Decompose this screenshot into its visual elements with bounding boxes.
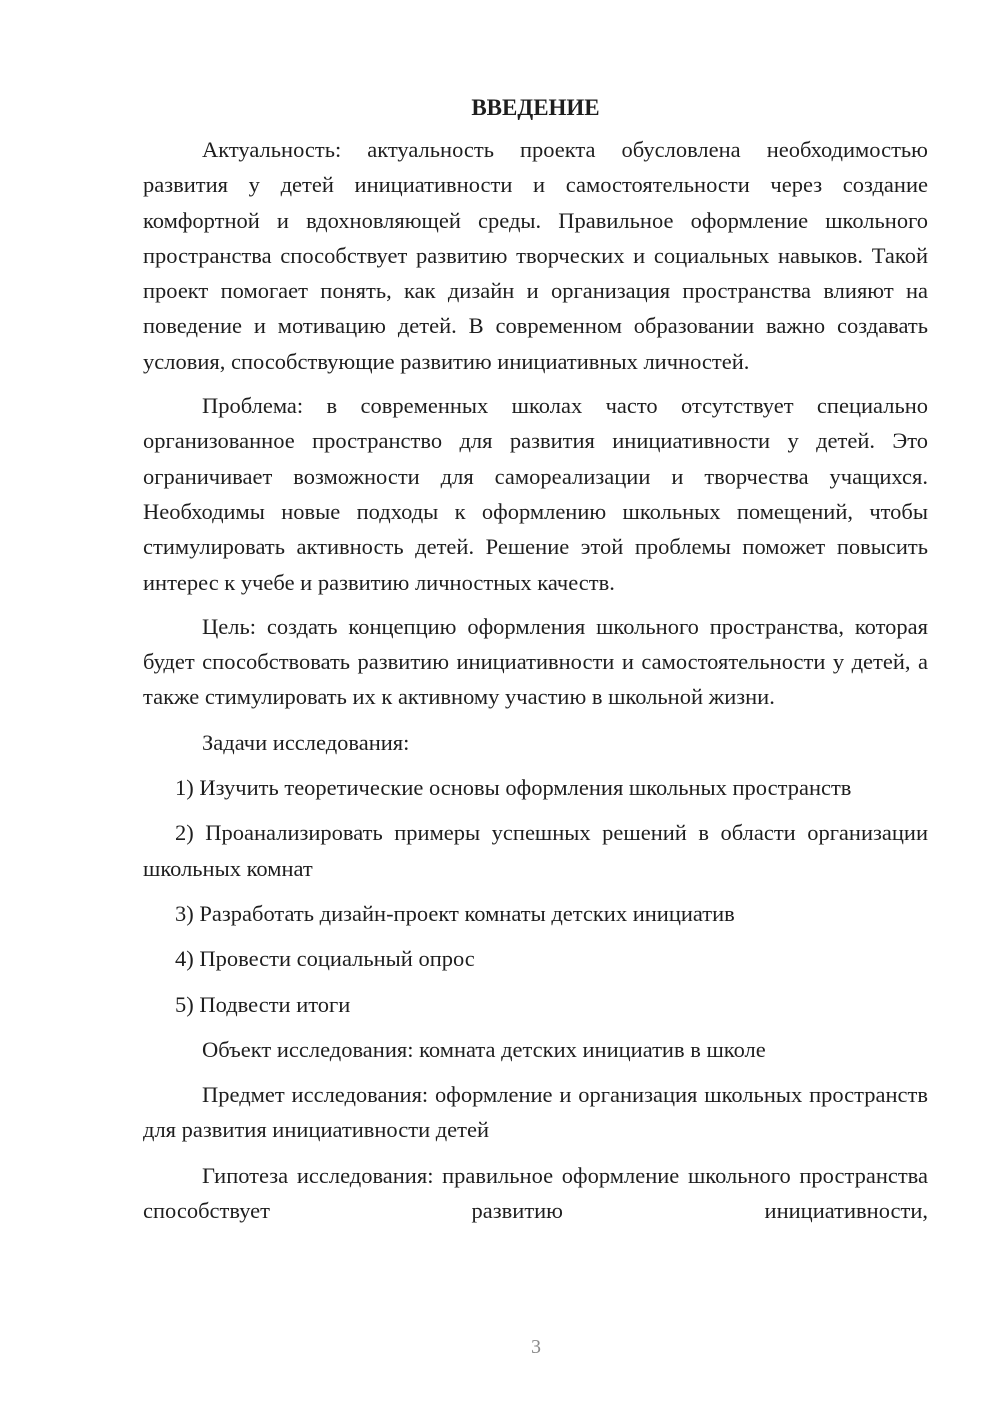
- task-item-3: 3) Разработать дизайн-проект комнаты детских инициатив: [175, 900, 735, 926]
- page-number: 3: [531, 1336, 541, 1358]
- object-paragraph: Объект исследования: комната детских инициатив в школе: [202, 1036, 766, 1062]
- tasks-heading: Задачи исследования:: [202, 729, 410, 755]
- hypothesis-paragraph: Гипотеза исследования: правильное оформление школьного пространства способствует развитию инициативности,: [143, 1162, 928, 1224]
- document-page: [143, 90, 928, 1228]
- problem-paragraph: Проблема: в современных школах часто отсутствует специально организованное пространство для развития инициативности у детей. Это ограничивает возможности для самореализации и творчества учащихся. Необходимы новые подходы к оформлению школьных помещений, чтобы стимулировать активность детей. Решение этой проблемы поможет повысить интерес к учебе и развитию личностных качеств.: [143, 393, 928, 595]
- task-item-2: 2) Проанализировать примеры успешных решений в области организации школьных комнат: [143, 820, 928, 881]
- task-item-5: 5) Подвести итоги: [175, 991, 351, 1017]
- task-item-4: 4) Провести социальный опрос: [175, 946, 475, 972]
- relevance-paragraph: Актуальность: актуальность проекта обусловлена необходимостью развития у детей инициативности и самостоятельности через создание комфортной и вдохновляющей среды. Правильное оформление школьного пространства способствует развитию творческих и социальных навыков. Такой проект помогает понять, как дизайн и организация пространства влияют на поведение и мотивацию детей. В современном образовании важно создавать условия, способствующие развитию инициативных личностей.: [143, 137, 928, 374]
- task-item-1: 1) Изучить теоретические основы оформления школьных пространств: [175, 775, 852, 801]
- subject-paragraph: Предмет исследования: оформление и организация школьных пространств для развития инициативности детей: [143, 1082, 928, 1143]
- page-title: ВВЕДЕНИЕ: [471, 95, 600, 120]
- goal-paragraph: Цель: создать концепцию оформления школьного пространства, которая будет способствовать развитию инициативности и самостоятельности у детей, а также стимулировать их к активному участию в школьной жизни.: [143, 613, 928, 710]
